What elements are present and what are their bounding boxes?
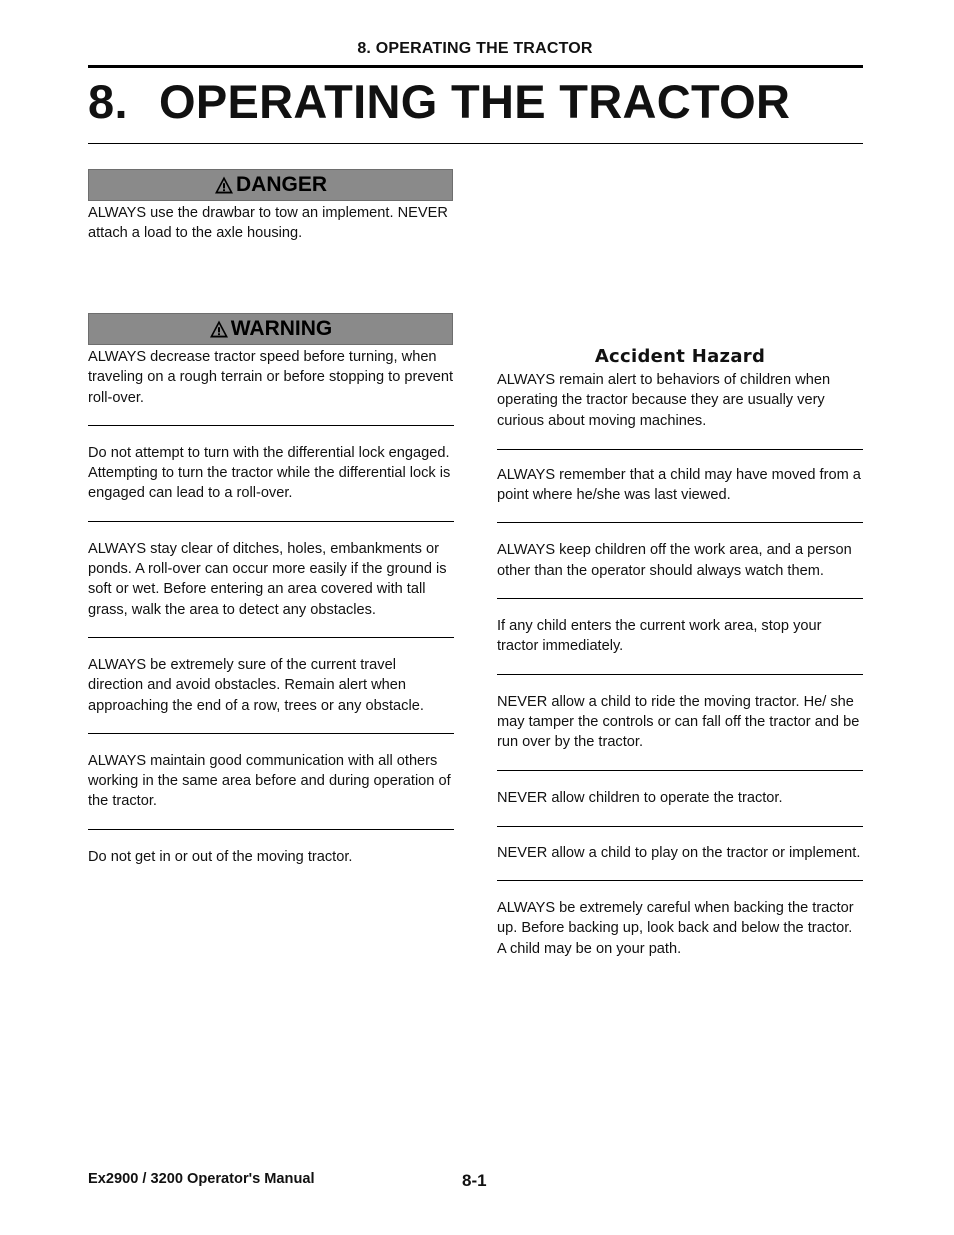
warning-item: ALWAYS be extremely sure of the current travel direction and avoid obstacles. Remain alert when approaching the end of a row, trees or any obstacle. xyxy=(88,656,424,714)
hazard-item: NEVER allow a child to play on the tractor or implement. xyxy=(497,844,861,861)
warning-triangle-icon xyxy=(209,319,229,339)
footer-page-number: 8-1 xyxy=(462,1171,487,1190)
warning-section xyxy=(88,313,454,867)
warning-item: ALWAYS stay clear of ditches, holes, embankments or ponds. A roll-over can occur more easily if the ground is soft or wet. Before entering an area covered with tall grass, walk the area to detect any obstacles. xyxy=(88,540,447,618)
warning-item: ALWAYS maintain good communication with all others working in the same area before and during operation of the tractor. xyxy=(88,752,451,810)
warning-banner xyxy=(88,313,453,345)
warning-label: WARNING xyxy=(230,317,333,340)
footer-manual-title: Ex2900 / 3200 Operator's Manual xyxy=(88,1171,315,1187)
accident-hazard-title: Accident Hazard xyxy=(594,346,766,367)
header-rule xyxy=(88,65,863,68)
warning-item: ALWAYS decrease tractor speed before turning, when traveling on a rough terrain or before stopping to prevent roll-over. xyxy=(88,349,454,406)
hazard-item: If any child enters the current work area, stop your tractor immediately. xyxy=(497,618,822,655)
danger-section xyxy=(88,169,454,244)
danger-text: ALWAYS use the drawbar to tow an implement. NEVER attach a load to the axle housing. xyxy=(88,205,448,242)
chapter-title xyxy=(88,74,790,129)
danger-banner xyxy=(88,169,453,201)
hazard-item: NEVER allow children to operate the tractor. xyxy=(497,789,783,806)
title-rule xyxy=(88,143,863,144)
running-header: 8. OPERATING THE TRACTOR xyxy=(357,40,593,57)
hazard-item: ALWAYS remember that a child may have moved from a point where he/she was last viewed. xyxy=(497,466,861,504)
chapter-title-text: OPERATING THE TRACTOR xyxy=(159,75,791,128)
hazard-item: NEVER allow a child to ride the moving tractor. He/ she may tamper the controls or can fall off the tractor and be run over by the tractor. xyxy=(497,693,860,751)
warning-item: Do not get in or out of the moving tractor. xyxy=(88,848,353,865)
warning-triangle-icon xyxy=(214,175,234,195)
hazard-item: ALWAYS remain alert to behaviors of children when operating the tractor because they are usually very curious about moving machines. xyxy=(497,372,831,429)
hazard-item: ALWAYS keep children off the work area, and a person other than the operator should always watch them. xyxy=(497,542,852,579)
hazard-item: ALWAYS be extremely careful when backing the tractor up. Before backing up, look back and below the tractor. A child may be on your path. xyxy=(497,900,854,957)
accident-hazard-section xyxy=(497,346,863,959)
warning-item: Do not attempt to turn with the differential lock engaged. Attempting to turn the tractor while the differential lock is engaged can lead to a roll-over. xyxy=(88,444,451,502)
chapter-number: 8. xyxy=(88,75,128,128)
danger-label: DANGER xyxy=(235,173,327,196)
